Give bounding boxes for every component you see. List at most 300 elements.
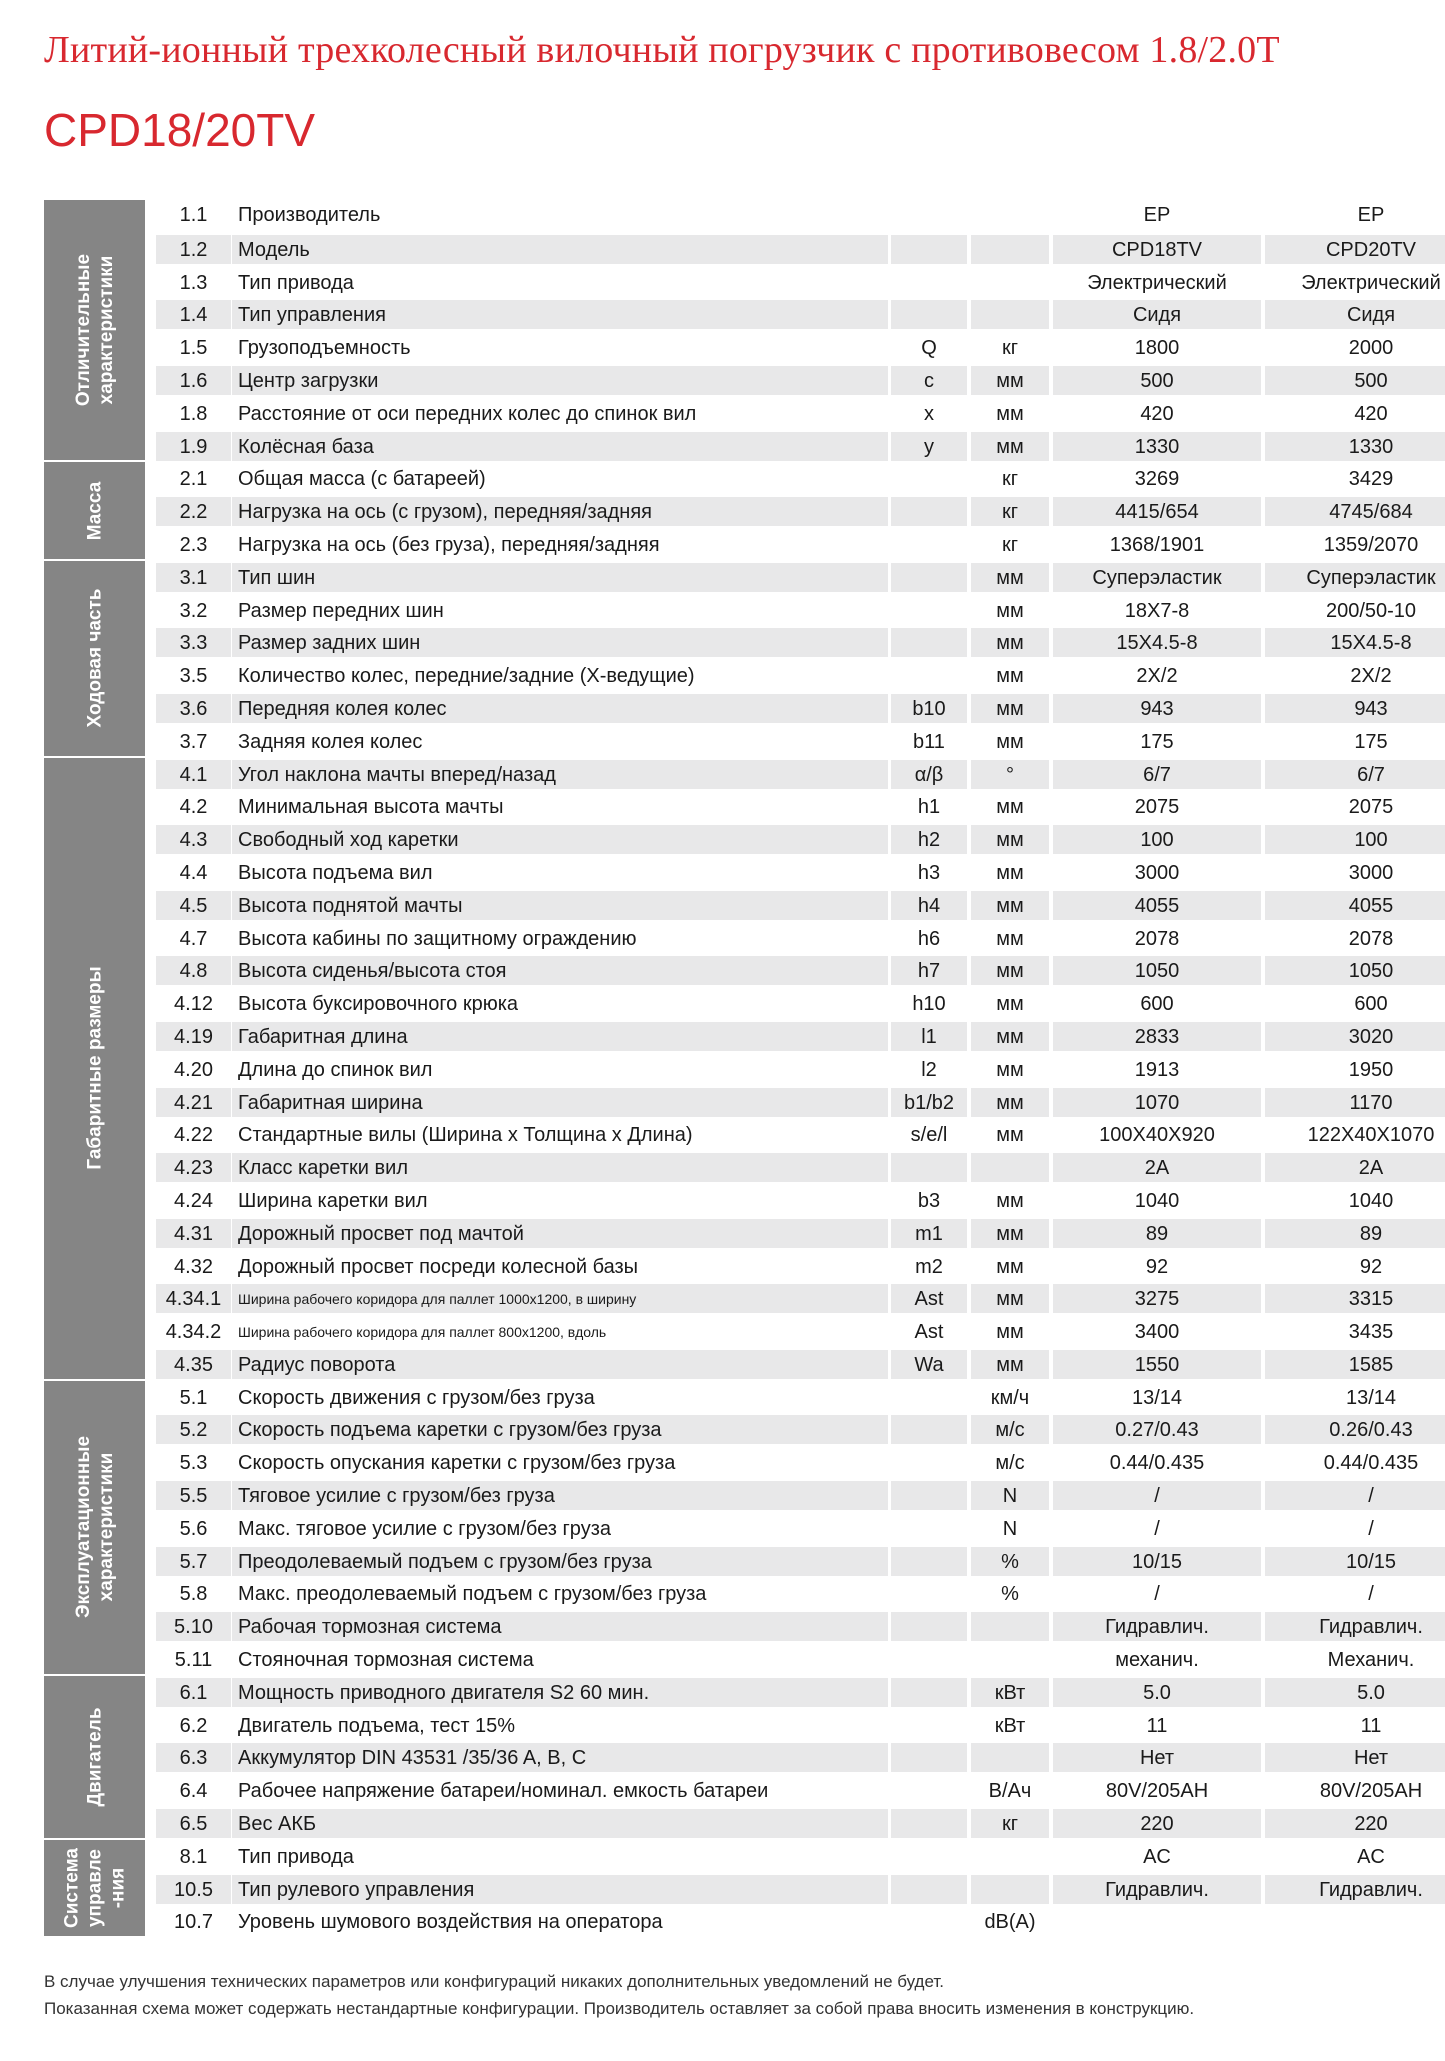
row-number: 6.4 [179, 1780, 208, 1803]
row-number: 4.24 [174, 1189, 213, 1212]
row-name: Ширина каретки вил [238, 1189, 428, 1212]
row-number: 1.3 [179, 271, 208, 294]
value-cpd18tv: 2833 [1053, 1022, 1261, 1051]
row-number: 4.22 [174, 1124, 213, 1147]
value-cpd18tv: Электрический [1087, 271, 1227, 294]
row-name: Расстояние от оси передних колес до спинок вил [238, 402, 697, 425]
value-cpd18tv: 943 [1053, 694, 1261, 723]
table-row [156, 954, 1394, 987]
row-name: Скорость подъема каретки с грузом/без груза [232, 1415, 888, 1444]
value-cpd20tv: 175 [1354, 730, 1388, 753]
value-cpd20tv: 3435 [1348, 1321, 1394, 1344]
table-row [156, 594, 1417, 627]
row-name: Размер задних шин [232, 628, 888, 657]
row-name: Длина до спинок вил [238, 1058, 433, 1081]
row-symbol [891, 563, 967, 592]
row-symbol: l2 [921, 1058, 937, 1081]
row-name: Тип рулевого управления [232, 1875, 888, 1904]
row-number: 4.34.1 [156, 1284, 231, 1313]
row-name: Ширина рабочего коридора для паллет 1000x1200, в ширину [232, 1284, 888, 1313]
row-symbol [891, 235, 967, 264]
value-cpd20tv: 600 [1354, 993, 1388, 1016]
row-symbol: h1 [917, 796, 941, 819]
value-cpd18tv: 2075 [1134, 796, 1180, 819]
value-cpd20tv: 420 [1354, 402, 1388, 425]
row-symbol: m1 [891, 1219, 967, 1248]
row-number: 3.5 [179, 665, 208, 688]
section-label [44, 758, 145, 1381]
row-unit: м/с [971, 1415, 1049, 1444]
row-symbol [891, 1875, 967, 1904]
row-number: 4.34.2 [165, 1321, 222, 1344]
value-cpd20tv: CPD20TV [1265, 235, 1445, 264]
value-cpd18tv: 10/15 [1053, 1547, 1261, 1576]
table-row [156, 1184, 1394, 1217]
row-symbol: s/e/l [910, 1124, 948, 1147]
value-cpd18tv: 18X7-8 [1124, 599, 1190, 622]
row-name: Центр загрузки [232, 366, 888, 395]
table-row [156, 790, 1394, 823]
table-row [156, 430, 1394, 463]
table-row [156, 1512, 1374, 1545]
row-symbol [891, 1547, 967, 1576]
value-cpd20tv: 100 [1265, 825, 1445, 854]
value-cpd18tv: 3400 [1134, 1321, 1180, 1344]
row-symbol: y [891, 432, 967, 461]
row-number: 6.5 [156, 1809, 231, 1838]
row-symbol: x [924, 402, 934, 425]
value-cpd18tv: 11 [1146, 1714, 1168, 1737]
value-cpd20tv: 2X/2 [1350, 665, 1392, 688]
value-cpd18tv: Гидравлич. [1053, 1875, 1261, 1904]
row-name: Тип шин [232, 563, 888, 592]
row-name: Стояночная тормозная система [238, 1649, 534, 1672]
row-symbol: b10 [891, 694, 967, 723]
row-number: 1.4 [156, 300, 231, 329]
value-cpd18tv: 100X40X920 [1099, 1124, 1215, 1147]
value-cpd20tv: AC [1357, 1845, 1385, 1868]
row-number: 4.21 [156, 1088, 231, 1117]
value-cpd20tv: 10/15 [1265, 1547, 1445, 1576]
value-cpd18tv [1053, 1907, 1261, 1936]
value-cpd20tv: 6/7 [1265, 760, 1445, 789]
value-cpd18tv: Гидравлич. [1053, 1612, 1261, 1641]
table-row [156, 331, 1394, 364]
row-symbol [891, 1612, 967, 1641]
section-label-column [44, 200, 145, 1944]
row-number: 4.32 [174, 1255, 213, 1278]
row-name: Мощность приводного двигателя S2 60 мин. [232, 1678, 888, 1707]
row-unit: мм [971, 1219, 1049, 1248]
table-row [156, 1053, 1394, 1086]
table-row [156, 1315, 1394, 1348]
row-name: Колёсная база [232, 432, 888, 461]
row-unit: мм [971, 1284, 1049, 1313]
section-label [44, 462, 145, 560]
model-title: CPD18/20TV [44, 104, 316, 156]
row-unit: мм [996, 1189, 1024, 1212]
row-number: 6.1 [156, 1678, 231, 1707]
value-cpd20tv: 11 [1360, 1714, 1382, 1737]
table-row [156, 1217, 1383, 1250]
table-row [156, 1479, 1374, 1512]
value-cpd18tv: 0.27/0.43 [1053, 1415, 1261, 1444]
section-label [44, 1840, 145, 1938]
value-cpd20tv: 1050 [1265, 956, 1445, 985]
section-label [44, 1381, 145, 1676]
value-cpd20tv: 2000 [1348, 337, 1394, 360]
row-number: 3.6 [156, 694, 231, 723]
row-symbol [891, 1711, 967, 1740]
row-symbol: Wa [891, 1350, 967, 1379]
page-title: Литий-ионный трехколесный вилочный погрузчик с противовесом 1.8/2.0T [44, 29, 1280, 71]
table-row [156, 298, 1396, 331]
row-number: 5.7 [156, 1547, 231, 1576]
row-unit: кг [1001, 533, 1019, 556]
row-symbol: Ast [891, 1284, 967, 1313]
section-label [44, 1676, 145, 1840]
row-number: 5.1 [179, 1386, 208, 1409]
table-row [156, 922, 1394, 955]
row-unit [971, 1842, 1049, 1871]
value-cpd20tv: 3020 [1265, 1022, 1445, 1051]
value-cpd20tv: 3000 [1348, 861, 1394, 884]
row-unit: мм [971, 628, 1049, 657]
row-number: 3.7 [179, 730, 208, 753]
value-cpd18tv: Сидя [1053, 300, 1261, 329]
row-unit: мм [996, 861, 1024, 884]
row-number: 4.1 [156, 760, 231, 789]
section-label [44, 200, 145, 462]
row-unit: мм [971, 891, 1049, 920]
row-name: Нагрузка на ось (без груза), передняя/задняя [238, 533, 660, 556]
row-number: 3.3 [156, 628, 231, 657]
value-cpd20tv [1265, 1907, 1445, 1936]
section-label-text: Система управле -ния [61, 1848, 128, 1929]
row-name: Свободный ход каретки [232, 825, 888, 854]
table-row [156, 397, 1388, 430]
row-name: Преодолеваемый подъем с грузом/без груза [232, 1547, 888, 1576]
value-cpd18tv: 3269 [1134, 468, 1180, 491]
value-cpd18tv: 1800 [1134, 337, 1180, 360]
value-cpd20tv: 0.44/0.435 [1323, 1452, 1419, 1475]
table-row [156, 1118, 1435, 1151]
section-label [44, 561, 145, 758]
row-symbol: α/β [891, 760, 967, 789]
table-row [156, 364, 1388, 397]
row-unit: N [971, 1481, 1049, 1510]
row-number: 2.3 [179, 533, 208, 556]
table-row [156, 1873, 1423, 1906]
row-unit: ° [971, 760, 1049, 789]
row-number: 5.8 [179, 1583, 208, 1606]
row-unit: мм [971, 1022, 1049, 1051]
row-symbol [891, 300, 967, 329]
row-number: 5.6 [179, 1517, 208, 1540]
row-unit: мм [996, 927, 1024, 950]
value-cpd20tv: 1359/2070 [1323, 533, 1419, 556]
row-symbol [891, 1579, 967, 1608]
value-cpd20tv: 943 [1265, 694, 1445, 723]
table-row [156, 233, 1417, 266]
row-number: 3.2 [179, 599, 208, 622]
value-cpd20tv: Механич. [1327, 1649, 1415, 1672]
row-number: 4.35 [156, 1350, 231, 1379]
row-unit [971, 235, 1049, 264]
row-symbol [891, 1678, 967, 1707]
value-cpd20tv: EP [1357, 204, 1385, 226]
row-name: Ширина рабочего коридора для паллет 800x1200, вдоль [238, 1324, 607, 1341]
row-unit: кВт [994, 1714, 1026, 1737]
value-cpd20tv: 80V/205AH [1319, 1780, 1423, 1803]
row-symbol [891, 628, 967, 657]
value-cpd18tv: 5.0 [1053, 1678, 1261, 1707]
table-row [156, 1676, 1385, 1709]
row-number: 1.9 [156, 432, 231, 461]
row-symbol: b11 [913, 730, 945, 753]
table-row [156, 1282, 1394, 1315]
row-number: 4.20 [174, 1058, 213, 1081]
row-unit: % [971, 1547, 1049, 1576]
row-unit: мм [996, 993, 1024, 1016]
row-name: Уровень шумового воздействия на оператора [238, 1911, 663, 1934]
table-row [156, 1807, 1388, 1840]
row-unit: dB(A) [984, 1911, 1036, 1934]
value-cpd18tv: 15X4.5-8 [1053, 628, 1261, 657]
row-unit [971, 1153, 1049, 1182]
row-number: 1.6 [156, 366, 231, 395]
row-name: Высота сиденья/высота стоя [232, 956, 888, 985]
value-cpd18tv: 420 [1140, 402, 1174, 425]
value-cpd18tv: 0.44/0.435 [1109, 1452, 1205, 1475]
row-unit: мм [971, 825, 1049, 854]
row-number: 10.5 [156, 1875, 231, 1904]
row-symbol [891, 530, 967, 559]
table-row [156, 1774, 1423, 1807]
table-row [156, 1250, 1383, 1283]
value-cpd18tv: 89 [1053, 1219, 1261, 1248]
value-cpd20tv: Сидя [1265, 300, 1445, 329]
row-name: Грузоподъемность [238, 337, 411, 360]
row-symbol [891, 497, 967, 526]
value-cpd20tv: 122X40X1070 [1307, 1124, 1435, 1147]
row-name: Тип привода [238, 271, 354, 294]
value-cpd20tv: 2A [1265, 1153, 1445, 1182]
table-row [156, 495, 1413, 528]
value-cpd20tv: 1170 [1265, 1088, 1445, 1117]
value-cpd18tv: 1330 [1053, 432, 1261, 461]
row-name: Дорожный просвет под мачтой [232, 1219, 888, 1248]
row-unit: мм [971, 366, 1049, 395]
row-symbol [891, 202, 967, 231]
row-name: Габаритная ширина [232, 1088, 888, 1117]
row-name: Макс. преодолеваемый подъем с грузом/без груза [238, 1583, 707, 1606]
table-row [156, 1381, 1397, 1414]
row-name: Общая масса (с батареей) [238, 468, 486, 491]
row-unit: N [1002, 1517, 1018, 1540]
value-cpd18tv: 2X/2 [1136, 665, 1178, 688]
row-number: 4.31 [156, 1219, 231, 1248]
row-name: Вес АКБ [232, 1809, 888, 1838]
table-row [156, 1086, 1393, 1119]
value-cpd18tv: 600 [1140, 993, 1174, 1016]
footer-note-1: В случае улучшения технических параметров или конфигураций никаких дополнительных уведомлений не будет. [44, 1972, 944, 1991]
row-unit [971, 1743, 1049, 1772]
table-row [156, 1446, 1419, 1479]
row-unit [971, 202, 1049, 231]
footer-note-2: Показанная схема может содержать нестандартные конфигурации. Производитель оставляет за собой права вносить изменения в конструкцию. [44, 1999, 1195, 2018]
table-row [156, 1643, 1415, 1676]
value-cpd18tv: 1050 [1053, 956, 1261, 985]
row-symbol: h7 [891, 956, 967, 985]
value-cpd20tv: 89 [1265, 1219, 1445, 1248]
row-symbol [891, 1153, 967, 1182]
value-cpd20tv: 1585 [1265, 1350, 1445, 1379]
row-name: Рабочее напряжение батареи/номинал. емкость батареи [238, 1780, 769, 1803]
row-number: 4.3 [156, 825, 231, 854]
table-row [156, 1610, 1423, 1643]
row-unit [971, 1612, 1049, 1641]
value-cpd20tv: Гидравлич. [1265, 1612, 1445, 1641]
row-symbol [891, 464, 967, 493]
value-cpd18tv: 92 [1145, 1255, 1169, 1278]
value-cpd18tv: / [1154, 1583, 1160, 1606]
value-cpd20tv: / [1368, 1583, 1374, 1606]
value-cpd18tv: 13/14 [1131, 1386, 1183, 1409]
value-cpd18tv: EP [1143, 204, 1171, 226]
table-row [156, 561, 1436, 594]
row-symbol: h3 [917, 861, 941, 884]
row-unit: мм [971, 956, 1049, 985]
row-symbol: m2 [915, 1255, 943, 1278]
value-cpd18tv: AC [1143, 1845, 1171, 1868]
row-symbol [891, 661, 967, 690]
row-number: 4.5 [156, 891, 231, 920]
row-symbol [891, 1481, 967, 1510]
row-symbol: Ast [914, 1321, 944, 1344]
value-cpd18tv: 100 [1053, 825, 1261, 854]
row-unit: кг [1001, 337, 1019, 360]
row-number: 10.7 [174, 1911, 213, 1934]
row-unit: мм [996, 402, 1024, 425]
row-unit: мм [971, 563, 1049, 592]
value-cpd18tv: 220 [1053, 1809, 1261, 1838]
row-symbol [891, 1907, 967, 1936]
table-row [156, 725, 1388, 758]
row-unit: кг [971, 1809, 1049, 1838]
row-name: Тяговое усилие с грузом/без груза [232, 1481, 888, 1510]
row-symbol [891, 1776, 967, 1805]
row-number: 4.2 [179, 796, 208, 819]
value-cpd20tv: 2075 [1348, 796, 1394, 819]
table-row [156, 1577, 1374, 1610]
row-unit: кг [971, 497, 1049, 526]
value-cpd20tv: 4055 [1265, 891, 1445, 920]
row-symbol [891, 1514, 967, 1543]
row-unit [971, 1645, 1049, 1674]
row-unit [971, 300, 1049, 329]
row-unit: м/с [995, 1452, 1025, 1475]
value-cpd20tv: 13/14 [1345, 1386, 1397, 1409]
value-cpd18tv: 3275 [1053, 1284, 1261, 1313]
row-number: 5.5 [156, 1481, 231, 1510]
row-symbol [891, 1645, 967, 1674]
value-cpd20tv: Электрический [1301, 271, 1441, 294]
value-cpd20tv: 92 [1359, 1255, 1383, 1278]
value-cpd18tv: 4415/654 [1053, 497, 1261, 526]
value-cpd20tv: / [1265, 1481, 1445, 1510]
row-symbol: l1 [891, 1022, 967, 1051]
row-name: Тип привода [238, 1845, 354, 1868]
row-name: Высота подъема вил [238, 861, 433, 884]
row-unit [971, 1875, 1049, 1904]
row-symbol: b3 [917, 1189, 941, 1212]
row-number: 1.5 [179, 337, 208, 360]
value-cpd18tv: 6/7 [1053, 760, 1261, 789]
row-name: Количество колес, передние/задние (X-ведущие) [238, 665, 695, 688]
table-row [156, 266, 1441, 299]
table-row [156, 1545, 1397, 1578]
row-unit: мм [971, 432, 1049, 461]
value-cpd18tv: CPD18TV [1053, 235, 1261, 264]
row-number: 4.7 [179, 927, 208, 950]
value-cpd18tv: / [1154, 1517, 1160, 1540]
section-label-text: Ходовая часть [84, 588, 105, 728]
table-row [156, 856, 1394, 889]
value-cpd20tv: 15X4.5-8 [1265, 628, 1445, 657]
spec-table [156, 200, 1441, 1938]
value-cpd20tv: 200/50-10 [1325, 599, 1417, 622]
row-number: 6.3 [156, 1743, 231, 1772]
row-unit: % [1001, 1583, 1019, 1606]
row-symbol [891, 1842, 967, 1871]
value-cpd20tv: 3315 [1265, 1284, 1445, 1313]
row-symbol: h4 [891, 891, 967, 920]
table-row [156, 626, 1412, 659]
row-name: Скорость опускания каретки с грузом/без груза [238, 1452, 676, 1475]
table-row [156, 1151, 1384, 1184]
table-row [156, 1709, 1382, 1742]
row-number: 4.23 [156, 1153, 231, 1182]
row-symbol: b1/b2 [891, 1088, 967, 1117]
section-label-text: Отличительные характеристики [72, 254, 117, 407]
row-name: Тип управления [232, 300, 888, 329]
table-row [156, 528, 1419, 561]
row-unit: мм [971, 694, 1049, 723]
value-cpd20tv: 0.26/0.43 [1265, 1415, 1445, 1444]
row-unit: B/Ач [988, 1780, 1032, 1803]
row-number: 5.3 [179, 1452, 208, 1475]
row-name: Нагрузка на ось (с грузом), передняя/задняя [232, 497, 888, 526]
value-cpd20tv: 220 [1265, 1809, 1445, 1838]
value-cpd18tv: Суперэластик [1053, 563, 1261, 592]
section-label-text: Габаритные размеры [84, 966, 105, 1170]
row-number: 1.1 [179, 204, 208, 226]
row-unit: мм [996, 1124, 1024, 1147]
row-name: Высота буксировочного крюка [238, 993, 519, 1016]
value-cpd18tv: 1550 [1053, 1350, 1261, 1379]
row-unit [971, 268, 1049, 297]
row-unit: кВт [971, 1678, 1049, 1707]
table-row [156, 1905, 1321, 1938]
row-symbol [891, 1383, 967, 1412]
section-label-text: Эксплуатационные характеристики [72, 1436, 117, 1619]
table-row [156, 692, 1388, 725]
row-name: Угол наклона мачты вперед/назад [232, 760, 888, 789]
table-row [156, 659, 1392, 692]
value-cpd18tv: Нет [1053, 1743, 1261, 1772]
value-cpd18tv: 1070 [1053, 1088, 1261, 1117]
